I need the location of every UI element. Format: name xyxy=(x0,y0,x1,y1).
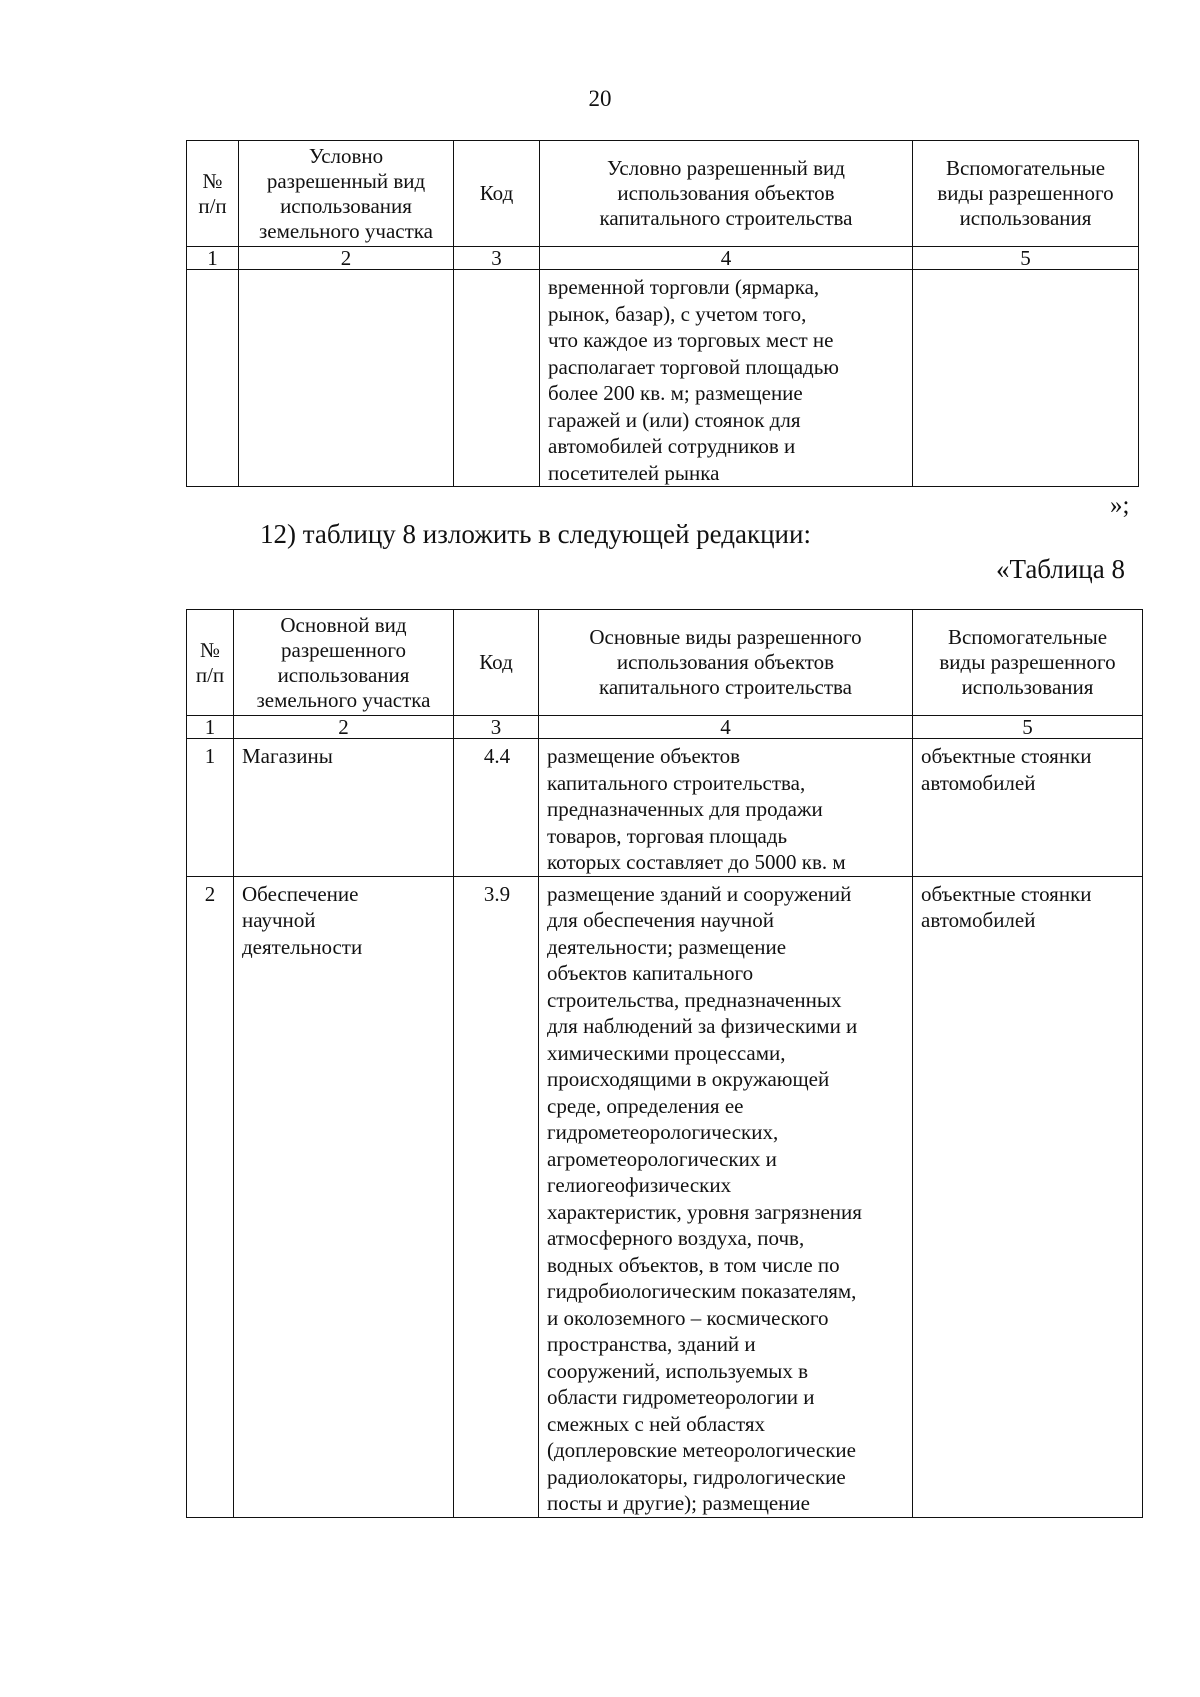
cell-aux-uses xyxy=(913,270,1139,487)
cell-land-use xyxy=(239,270,454,487)
cell-code xyxy=(454,270,540,487)
table-caption: «Таблица 8 xyxy=(996,554,1125,584)
closing-quote: »; xyxy=(1110,492,1130,519)
col-number: 3 xyxy=(454,716,539,739)
column-number-row xyxy=(187,247,1139,270)
header-conditional-uses: Условно разрешенный вид использования объектов капитального строительства xyxy=(540,141,913,247)
col-number: 4 xyxy=(540,247,913,270)
table-row xyxy=(187,876,1143,1517)
col-number: 5 xyxy=(913,247,1139,270)
cell-code: 4.4 xyxy=(454,739,539,877)
header-aux-uses: Вспомогательные виды разрешенного использования xyxy=(913,141,1139,247)
header-num: № п/п xyxy=(187,141,239,247)
col-number: 5 xyxy=(913,716,1143,739)
cell-main-uses: размещение объектов капитального строительства, предназначенных для продажи товаров, торговая площадь которых составляет до 5000 кв. м xyxy=(539,739,913,877)
cell-aux-uses: объектные стоянки автомобилей xyxy=(913,876,1143,1517)
cell-code: 3.9 xyxy=(454,876,539,1517)
cell-num: 2 xyxy=(187,876,234,1517)
header-code: Код xyxy=(454,610,539,716)
table-row xyxy=(187,739,1143,877)
header-code: Код xyxy=(454,141,540,247)
cell-conditional-uses: временной торговли (ярмарка, рынок, базар), с учетом того, что каждое из торговых мест не располагает торговой площадью более 200 кв. м; размещение гаражей и (или) стоянок для автомобилей сотрудников и посетителей рынка xyxy=(540,270,913,487)
header-main-uses: Основные виды разрешенного использования объектов капитального строительства xyxy=(539,610,913,716)
edit-instruction: 12) таблицу 8 изложить в следующей редакции: xyxy=(260,519,811,549)
col-number: 4 xyxy=(539,716,913,739)
header-land-use: Основной вид разрешенного использования земельного участка xyxy=(234,610,454,716)
cell-aux-uses: объектные стоянки автомобилей xyxy=(913,739,1143,877)
previous-table xyxy=(186,140,1139,487)
header-num: № п/п xyxy=(187,610,234,716)
col-number: 3 xyxy=(454,247,540,270)
cell-num xyxy=(187,270,239,487)
cell-land-use: Обеспечение научной деятельности xyxy=(234,876,454,1517)
header-row xyxy=(187,610,1143,716)
table-row xyxy=(187,270,1139,487)
table-8 xyxy=(186,609,1143,1518)
header-land-use: Условно разрешенный вид использования земельного участка xyxy=(239,141,454,247)
page-number: 20 xyxy=(588,86,612,111)
col-number: 2 xyxy=(239,247,454,270)
column-number-row xyxy=(187,716,1143,739)
col-number: 1 xyxy=(187,247,239,270)
cell-main-uses: размещение зданий и сооружений для обеспечения научной деятельности; размещение объектов капитального строительства, предназначенных для наблюдений за физическими и химическими процессами, происходящими в окружающей среде, определения ее гидрометеорологических, агрометеорологических и гелиогеофизических характеристик, уровня загрязнения атмосферного воздуха, почв, водных объектов, в том числе по гидробиологическим показателям, и околоземного – космического пространства, зданий и сооружений, используемых в области гидрометеорологии и смежных с ней областях (доплеровские метеорологические радиолокаторы, гидрологические посты и другие); размещение xyxy=(539,876,913,1517)
cell-land-use: Магазины xyxy=(234,739,454,877)
col-number: 2 xyxy=(234,716,454,739)
header-aux-uses: Вспомогательные виды разрешенного использования xyxy=(913,610,1143,716)
col-number: 1 xyxy=(187,716,234,739)
header-row xyxy=(187,141,1139,247)
cell-num: 1 xyxy=(187,739,234,877)
